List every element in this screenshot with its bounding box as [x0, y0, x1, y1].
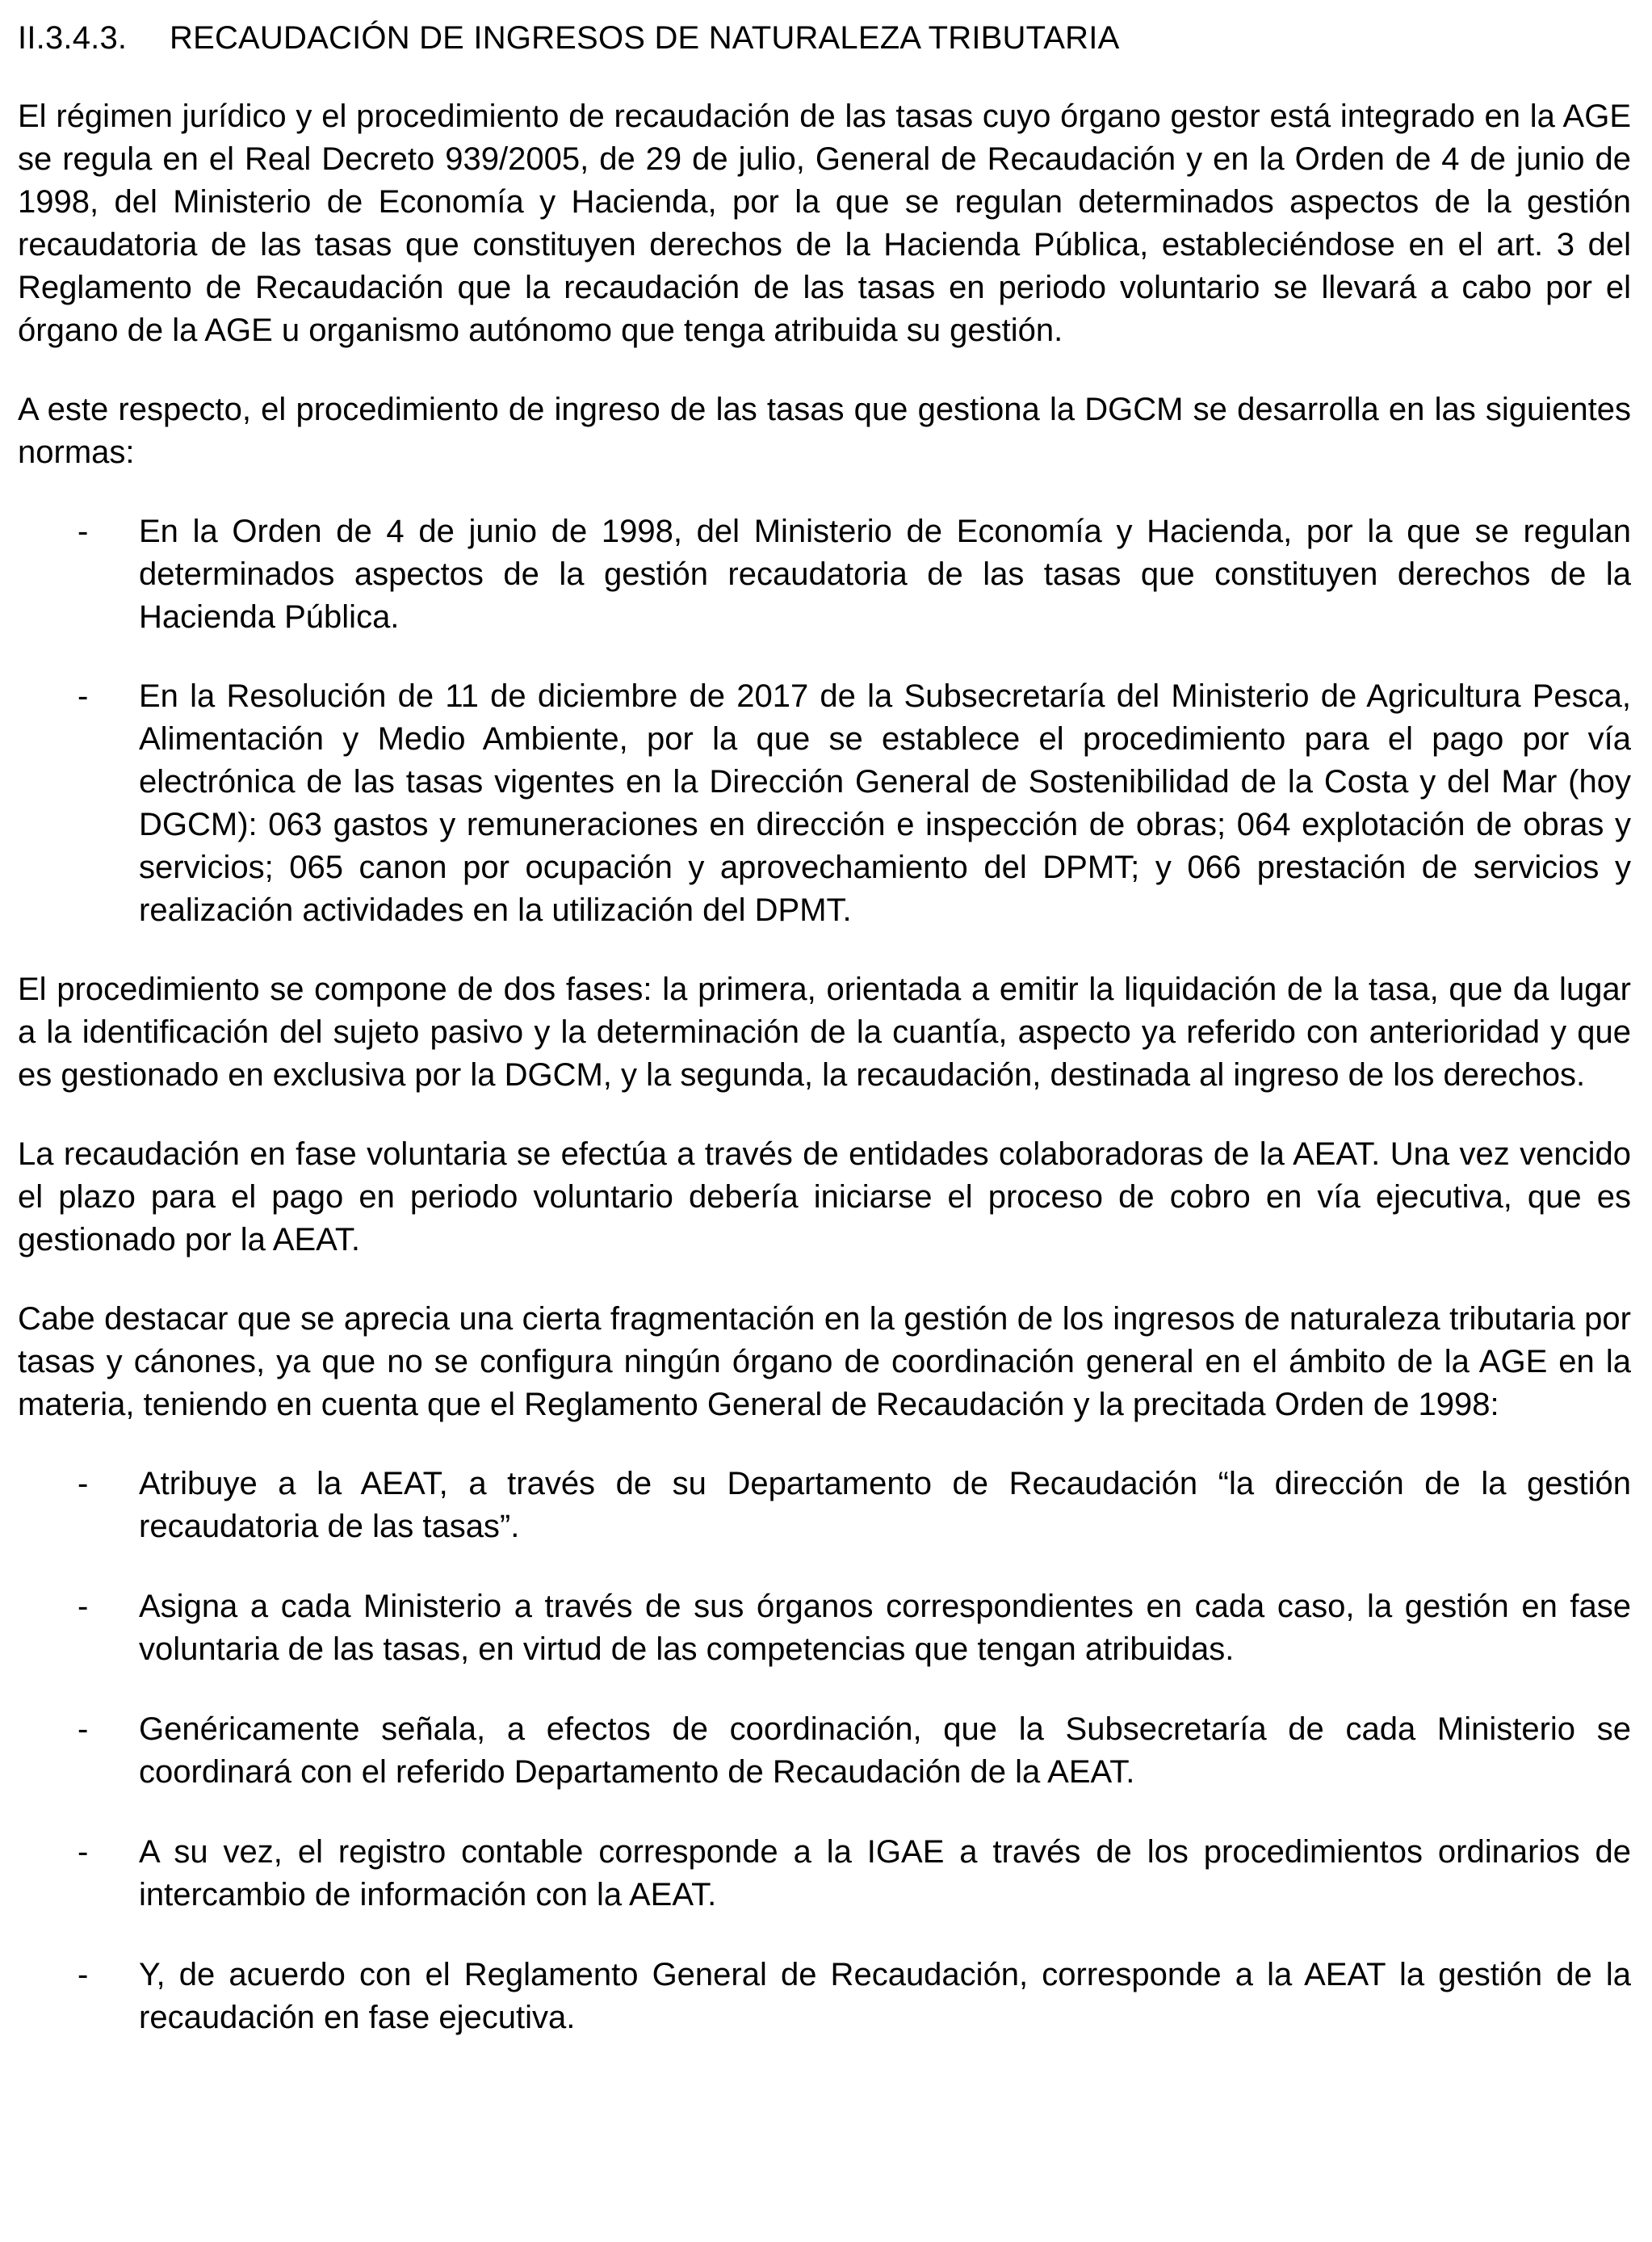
- list-dash: -: [78, 1834, 89, 1870]
- section-number: II.3.4.3.: [18, 20, 128, 56]
- list-dash: -: [78, 514, 89, 549]
- list-item-text: A su vez, el registro contable corresponde a la IGAE a través de los procedimientos ordinarios de intercambio de información con la AEAT.: [139, 1834, 1631, 1912]
- paragraph-procedimiento-fases: El procedimiento se compone de dos fases: la primera, orientada a emitir la liquidación de la tasa, que da lugar a la identificación del sujeto pasivo y la determinación de la cuantía, aspecto ya referido con anterioridad y que es gestionado en exclusiva por la DGCM, y la segunda, la recaudación, destinada al ingreso de los derechos.: [18, 972, 1631, 1093]
- section-title: RECAUDACIÓN DE INGRESOS DE NATURALEZA TRIBUTARIA: [170, 20, 1120, 56]
- paragraph-normas-intro: A este respecto, el procedimiento de ingreso de las tasas que gestiona la DGCM se desarrolla en las siguientes normas:: [18, 392, 1631, 470]
- list-item-text: Atribuye a la AEAT, a través de su Departamento de Recaudación “la dirección de la gestión recaudatoria de las tasas”.: [139, 1466, 1631, 1544]
- list-item-text: En la Orden de 4 de junio de 1998, del Ministerio de Economía y Hacienda, por la que se regulan determinados aspectos de la gestión recaudatoria de las tasas que constituyen derechos de la Hacienda Pública.: [139, 514, 1631, 635]
- list-dash: -: [78, 678, 89, 714]
- list-dash: -: [78, 1957, 89, 1992]
- list-item: [18, 1585, 1631, 1671]
- normas-list: [18, 510, 1631, 932]
- reglamento-list: [18, 1463, 1631, 2039]
- list-dash: -: [78, 1711, 89, 1747]
- list-item: [18, 510, 1631, 639]
- list-item-text: Y, de acuerdo con el Reglamento General de Recaudación, corresponde a la AEAT la gestión de la recaudación en fase ejecutiva.: [139, 1957, 1631, 2035]
- paragraph-fragmentacion: Cabe destacar que se aprecia una cierta fragmentación en la gestión de los ingresos de naturaleza tributaria por tasas y cánones, ya que no se configura ningún órgano de coordinación general en el ámbito de la AGE en la materia, teniendo en cuenta que el Reglamento General de Recaudación y la precitada Orden de 1998:: [18, 1301, 1631, 1422]
- list-item-text: Asigna a cada Ministerio a través de sus órganos correspondientes en cada caso, la gestión en fase voluntaria de las tasas, en virtud de las competencias que tengan atribuidas.: [139, 1589, 1631, 1667]
- section-heading: [18, 16, 1631, 60]
- list-dash: -: [78, 1589, 89, 1624]
- list-item: [18, 1954, 1631, 2039]
- list-item: [18, 1463, 1631, 1548]
- list-item-text: Genéricamente señala, a efectos de coordinación, que la Subsecretaría de cada Ministerio se coordinará con el referido Departamento de Recaudación de la AEAT.: [139, 1711, 1631, 1790]
- list-item: [18, 675, 1631, 932]
- list-item: [18, 1708, 1631, 1794]
- document-page: [18, 16, 1631, 2076]
- list-dash: -: [78, 1466, 89, 1501]
- paragraph-regimen-juridico: El régimen jurídico y el procedimiento de recaudación de las tasas cuyo órgano gestor está integrado en la AGE se regula en el Real Decreto 939/2005, de 29 de julio, General de Recaudación y en la Orden de 4 de junio de 1998, del Ministerio de Economía y Hacienda, por la que se regulan determinados aspectos de la gestión recaudatoria de las tasas que constituyen derechos de la Hacienda Pública, estableciéndose en el art. 3 del Reglamento de Recaudación que la recaudación de las tasas en periodo voluntario se llevará a cabo por el órgano de la AGE u organismo autónomo que tenga atribuida su gestión.: [18, 99, 1631, 348]
- paragraph-fase-voluntaria: La recaudación en fase voluntaria se efectúa a través de entidades colaboradoras de la AEAT. Una vez vencido el plazo para el pago en periodo voluntario debería iniciarse el proceso de cobro en vía ejecutiva, que es gestionado por la AEAT.: [18, 1136, 1631, 1257]
- list-item-text: En la Resolución de 11 de diciembre de 2017 de la Subsecretaría del Ministerio de Agricultura Pesca, Alimentación y Medio Ambiente, por la que se establece el procedimiento para el pago por vía electrónica de las tasas vigentes en la Dirección General de Sostenibilidad de la Costa y del Mar (hoy DGCM): 063 gastos y remuneraciones en dirección e inspección de obras; 064 explotación de obras y servicios; 065 canon por ocupación y aprovechamiento del DPMT; y 066 prestación de servicios y realización actividades en la utilización del DPMT.: [139, 678, 1631, 928]
- list-item: [18, 1831, 1631, 1917]
